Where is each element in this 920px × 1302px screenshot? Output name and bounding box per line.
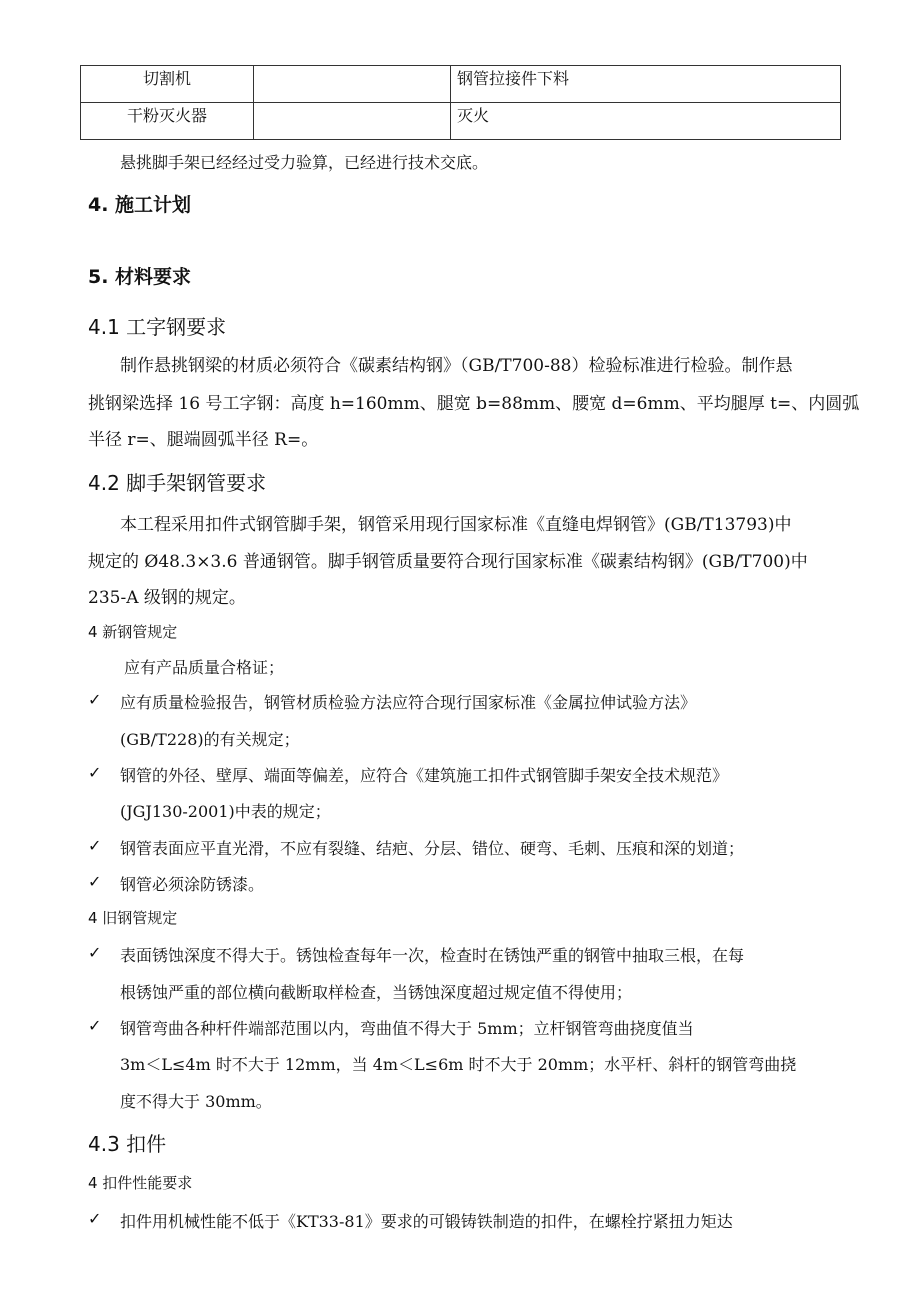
- list-item-line: (GB/T228)的有关规定；: [120, 730, 300, 749]
- list-item-line: 表面锈蚀深度不得大于。锈蚀检查每年一次，检查时在锈蚀严重的钢管中抽取三根，在每: [120, 946, 745, 965]
- table-row: [81, 103, 841, 140]
- check-icon: ✓: [88, 836, 102, 855]
- table-cell: 切割机: [81, 66, 254, 103]
- table-row: [81, 66, 841, 103]
- note-text: 悬挑脚手架已经经过受力验算，已经进行技术交底。: [120, 153, 489, 172]
- old-pipe-title: 4 旧钢管规定: [88, 909, 178, 927]
- check-icon: ✓: [88, 943, 102, 962]
- paragraph-line: 235-A 级钢的规定。: [88, 588, 246, 608]
- list-item-line: 钢管的外径、壁厚、端面等偏差，应符合《建筑施工扣件式钢管脚手架安全技术规范》: [120, 766, 729, 785]
- table-cell: 钢管拉接件下料: [451, 66, 841, 103]
- paragraph-line: 挑钢梁选择 16 号工字钢：高度 h=160mm、腿宽 b=88mm、腰宽 d=6mm、平均腿厚 t=、内圆弧: [88, 394, 860, 414]
- list-item-line: (JGJ130-2001)中表的规定；: [120, 802, 331, 821]
- equipment-table: [80, 65, 841, 140]
- list-item-line: 钢管必须涂防锈漆。: [120, 875, 265, 894]
- paragraph-line: 本工程采用扣件式钢管脚手架，钢管采用现行国家标准《直缝电焊钢管》(GB/T13793)中: [120, 515, 792, 535]
- fastener-title: 4 扣件性能要求: [88, 1174, 193, 1192]
- table-cell: 干粉灭火器: [81, 103, 254, 140]
- paragraph-line: 半径 r=、腿端圆弧半径 R=。: [88, 430, 319, 450]
- section-heading-5: 5. 材料要求: [88, 266, 192, 288]
- subsection-title-4-2: 4.2 脚手架钢管要求: [88, 471, 267, 495]
- new-pipe-first: 应有产品质量合格证；: [124, 658, 285, 677]
- list-item-line: 应有质量检验报告，钢管材质检验方法应符合现行国家标准《金属拉伸试验方法》: [120, 693, 697, 712]
- list-item-line: 钢管表面应平直光滑，不应有裂缝、结疤、分层、错位、硬弯、毛刺、压痕和深的划道；: [120, 839, 745, 858]
- check-icon: ✓: [88, 763, 102, 782]
- subsection-title-4-1: 4.1 工字钢要求: [88, 315, 227, 339]
- check-icon: ✓: [88, 1209, 102, 1228]
- table-cell: 灭火: [451, 103, 841, 140]
- list-item-line: 根锈蚀严重的部位横向截断取样检查，当锈蚀深度超过规定值不得使用；: [120, 983, 633, 1002]
- list-item-line: 钢管弯曲各种杆件端部范围以内，弯曲值不得大于 5mm；立杆钢管弯曲挠度值当: [120, 1019, 694, 1038]
- check-icon: ✓: [88, 1016, 102, 1035]
- list-item-line: 3m＜L≤4m 时不大于 12mm，当 4m＜L≤6m 时不大于 20mm；水平杆、斜杆的钢管弯曲挠: [120, 1055, 797, 1074]
- subsection-title-4-3: 4.3 扣件: [88, 1132, 167, 1156]
- table-cell: [254, 103, 451, 140]
- list-item-line: 扣件用机械性能不低于《KT33-81》要求的可锻铸铁制造的扣件，在螺栓拧紧扭力矩达: [120, 1212, 733, 1231]
- table-cell: [254, 66, 451, 103]
- list-item-line: 度不得大于 30mm。: [120, 1092, 272, 1111]
- check-icon: ✓: [88, 690, 102, 709]
- paragraph-line: 制作悬挑钢梁的材质必须符合《碳素结构钢》（GB/T700-88）检验标准进行检验。制作悬: [120, 356, 793, 376]
- paragraph-line: 规定的 Ø48.3×3.6 普通钢管。脚手钢管质量要符合现行国家标准《碳素结构钢》(GB/T700)中: [88, 552, 808, 572]
- new-pipe-title: 4 新钢管规定: [88, 623, 178, 641]
- check-icon: ✓: [88, 872, 102, 891]
- section-heading-4: 4. 施工计划: [88, 194, 192, 216]
